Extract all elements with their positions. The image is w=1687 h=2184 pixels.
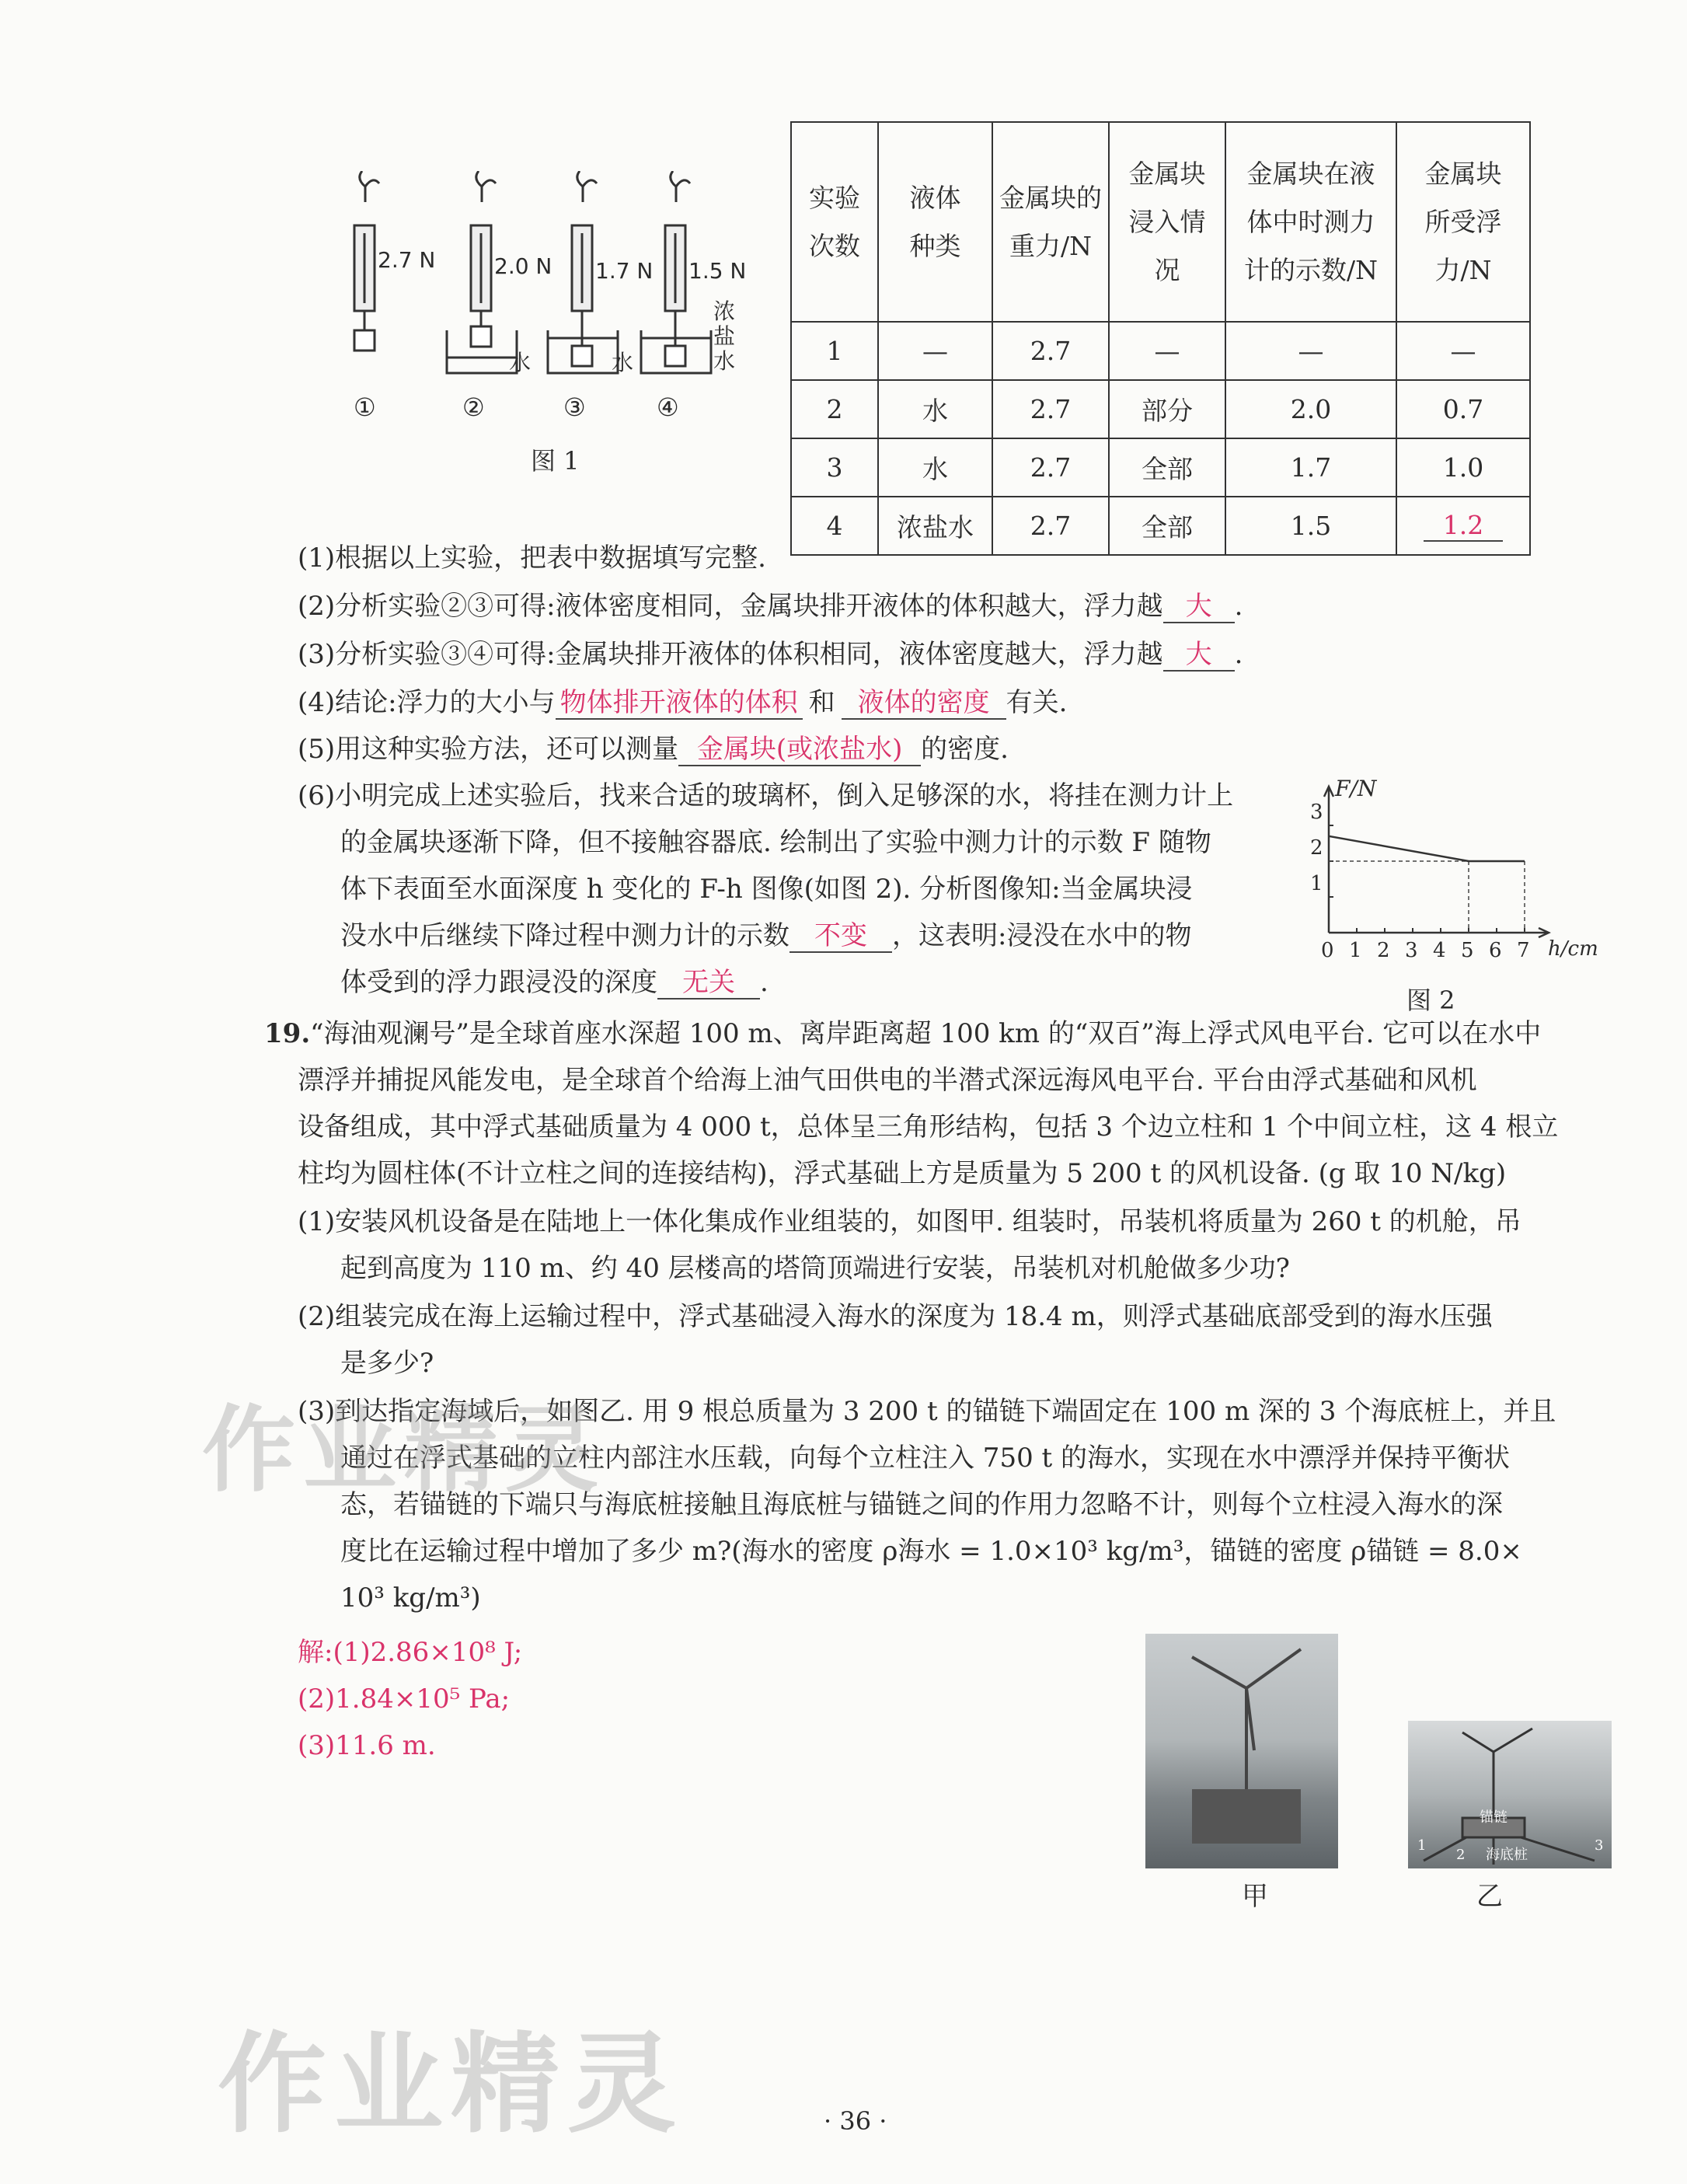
fh-xlabel: h/cm [1548,937,1598,961]
q18-part6-text2: 体受到的浮力跟浸没的深度 [340,967,657,998]
table-row [791,438,1530,497]
q19-answer2: (2)1.84×10⁵ Pa; [298,1683,511,1715]
table-cell: 全部 [1109,497,1225,555]
label-pile-1: 1 [1417,1837,1427,1854]
watermark-logo: 作业精灵 [202,1397,606,1505]
table-header-row [791,122,1530,322]
reading-2: 2.0 N [494,253,552,279]
table-cell: — [1225,322,1396,380]
q19-part3-line3: 态，若锚链的下端只与海底桩接触且海底桩与锚链之间的作用力忽略不计，则每个立柱浸入海水的深 [340,1489,1503,1520]
experiment-table [790,121,1531,556]
table-row [791,322,1530,380]
table-cell [1396,497,1530,555]
fh-ytick-3: 3 [1310,801,1323,824]
figure1-caption: 图 1 [531,446,580,476]
q18-part4 [298,687,1067,720]
q18-part4-answer1: 物体排开液体的体积 [556,687,803,720]
figure2-caption: 图 2 [1406,986,1455,1015]
q19-part1-line1: (1)安装风机设备是在陆地上一体化集成作业组装的，如图甲. 组装时，吊装机将质量为 260 t 的机舱，吊 [298,1206,1521,1237]
table-cell: 浓盐水 [878,497,992,555]
q18-part6-line1: (6)小明完成上述实验后，找来合适的玻璃杯，倒入足够深的水，将挂在测力计上 [298,780,1234,811]
step-label-4: ④ [657,392,679,422]
q19-part3-line1: (3)到达指定海域后，如图乙. 用 9 根总质量为 3 200 t 的锚链下端固定在 100 m 深的 3 个海底桩上，并且 [298,1396,1556,1427]
q18-part4-answer2: 液体的密度 [842,687,1006,720]
q18-part3-text: (3)分析实验③④可得:金属块排开液体的体积相同，液体密度越大，浮力越 [298,639,1163,670]
q18-part2-text: (2)分析实验②③可得:液体密度相同，金属块排开液体的体积越大，浮力越 [298,591,1163,622]
table-cell: 3 [791,438,878,497]
photo-yi-caption: 乙 [1476,1881,1503,1912]
q19-answer1: 解:(1)2.86×10⁸ J; [298,1637,523,1668]
q19-part3-line2: 通过在浮式基础的立柱内部注水压载，向每个立柱注入 750 t 的海水，实现在水中漂浮并保持平衡状 [340,1443,1510,1474]
q18-part1: (1)根据以上实验，把表中数据填写完整. [298,543,766,574]
table-cell: 水 [878,438,992,497]
q19-part2-line1: (2)组装完成在海上运输过程中，浮式基础浸入海水的深度为 18.4 m，则浮式基础底部受到的海水压强 [298,1301,1493,1332]
answer-buoyancy: 1.2 [1424,510,1503,542]
q18-part6-end: . [760,967,769,998]
q18-part3 [298,639,1243,672]
label-pile-3: 3 [1595,1837,1604,1854]
header-cell: 金属块的 重力/N [992,122,1109,322]
watermark-logo: 作业精灵 [218,2022,685,2148]
figure1-drawing [311,171,746,435]
q18-part6-answer2: 无关 [657,967,760,1000]
reading-1: 2.7 N [378,247,436,273]
table-cell: 1.5 [1225,497,1396,555]
q18-part5-end: 的密度. [921,734,1009,765]
q19-line3: 设备组成，其中浮式基础质量为 4 000 t，总体呈三角形结构，包括 3 个边立柱和 1 个中间立柱，这 4 根立 [298,1111,1559,1143]
q19-part3-line5: 10³ kg/m³) [340,1582,481,1614]
step-label-1: ① [354,392,376,422]
fh-xtick: 0 [1321,939,1334,962]
fh-ytick-2: 2 [1310,836,1323,860]
reading-4: 1.5 N [688,258,747,284]
q18-part5-text: (5)用这种实验方法，还可以测量 [298,734,679,765]
fh-xtick: 5 [1461,939,1474,962]
step-label-3: ③ [563,392,586,422]
q18-part5 [298,734,1009,766]
table-cell: 0.7 [1396,380,1530,438]
header-cell: 金属块在液 体中时测力 计的示数/N [1225,122,1396,322]
photo-jia [1145,1634,1338,1868]
q19-part1-line2: 起到高度为 110 m、约 40 层楼高的塔筒顶端进行安装，吊装机对机舱做多少功? [340,1253,1290,1284]
liquid-label-water-2: 水 [612,350,634,375]
q18-part6-mid: ，这表明:浸没在水中的物 [892,920,1192,951]
table-cell: 水 [878,380,992,438]
header-cell: 金属块 浸入情 况 [1109,122,1225,322]
header-cell: 液体 种类 [878,122,992,322]
fh-xtick: 2 [1377,939,1390,962]
q18-part6-line4 [340,920,1191,953]
table-cell: — [878,322,992,380]
table-cell: 1.0 [1396,438,1530,497]
fh-ytick-1: 1 [1310,872,1323,895]
table-row [791,497,1530,555]
page-number: · 36 · [824,2106,887,2136]
q19-part3-line4: 度比在运输过程中增加了多少 m?(海水的密度 ρ海水 = 1.0×10³ kg/m³，锚链的密度 ρ锚链 = 8.0× [340,1536,1522,1567]
table-cell: 全部 [1109,438,1225,497]
q19-line2: 漂浮并捕捉风能发电，是全球首个给海上油气田供电的半潜式深远海风电平台. 平台由浮式基础和风机 [298,1065,1477,1096]
header-cell: 金属块 所受浮 力/N [1396,122,1530,322]
q18-part6-line5 [340,967,769,1000]
q18-part3-answer: 大 [1163,639,1235,672]
table-cell: — [1396,322,1530,380]
table-cell: 2.7 [992,380,1109,438]
table-cell: 2 [791,380,878,438]
table-cell: 部分 [1109,380,1225,438]
photo-yi [1408,1721,1612,1868]
label-anchor-chain: 锚链 [1480,1809,1507,1826]
table-cell: 2.0 [1225,380,1396,438]
q19-part2-line2: 是多少? [340,1348,434,1379]
table-cell: 2.7 [992,438,1109,497]
photo-jia-caption: 甲 [1242,1881,1268,1912]
table-cell: 1 [791,322,878,380]
table-cell: 4 [791,497,878,555]
q19-answer3: (3)11.6 m. [298,1730,436,1761]
table-cell: 1.7 [1225,438,1396,497]
table-cell: 2.7 [992,497,1109,555]
q18-part5-answer: 金属块(或浓盐水) [678,734,921,766]
q18-part4-text: (4)结论:浮力的大小与 [298,687,556,718]
q18-part2-answer: 大 [1163,591,1235,623]
label-pile-2: 2 [1456,1847,1466,1863]
table-cell: — [1109,322,1225,380]
liquid-label-brine: 浓盐水 [713,298,736,374]
q19-line4: 柱均为圆柱体(不计立柱之间的连接结构)，浮式基础上方是质量为 5 200 t 的风机设备. (g 取 10 N/kg) [298,1158,1507,1189]
q19-number: 19. [264,1018,311,1049]
q18-part4-mid: 和 [808,687,835,718]
q18-part3-end: . [1234,639,1243,670]
q18-part6-line3: 体下表面至水面深度 h 变化的 F-h 图像(如图 2). 分析图像知:当金属块浸 [340,874,1193,905]
q18-part2 [298,591,1243,623]
label-seabed-pile: 海底桩 [1486,1847,1528,1863]
step-label-2: ② [462,392,485,422]
q18-part6-answer1: 不变 [789,920,892,953]
liquid-label-water-1: 水 [509,350,532,375]
fh-xtick: 4 [1433,939,1446,962]
reading-3: 1.7 N [595,258,654,284]
q18-part4-end: 有关. [1006,687,1068,718]
series-line [1329,836,1525,861]
fh-xtick: 6 [1489,939,1502,962]
q19-line1 [264,1018,1541,1049]
table-cell: 2.7 [992,322,1109,380]
q19-stem1: “海油观澜号”是全球首座水深超 100 m、离岸距离超 100 km 的“双百”海上浮式风电平台. 它可以在水中 [310,1018,1542,1049]
q18-part6-text: 没水中后继续下降过程中测力计的示数 [340,920,789,951]
wind-turbine-icon [1145,1634,1338,1868]
table-row [791,380,1530,438]
fh-xtick: 7 [1517,939,1530,962]
header-cell: 实验 次数 [791,122,878,322]
q18-part6-line2: 的金属块逐渐下降，但不接触容器底. 绘制出了实验中测力计的示数 F 随物 [340,827,1211,858]
fh-xtick: 3 [1405,939,1418,962]
fh-xtick: 1 [1349,939,1362,962]
q18-part2-end: . [1234,591,1243,622]
fh-ylabel: F/N [1335,776,1377,801]
